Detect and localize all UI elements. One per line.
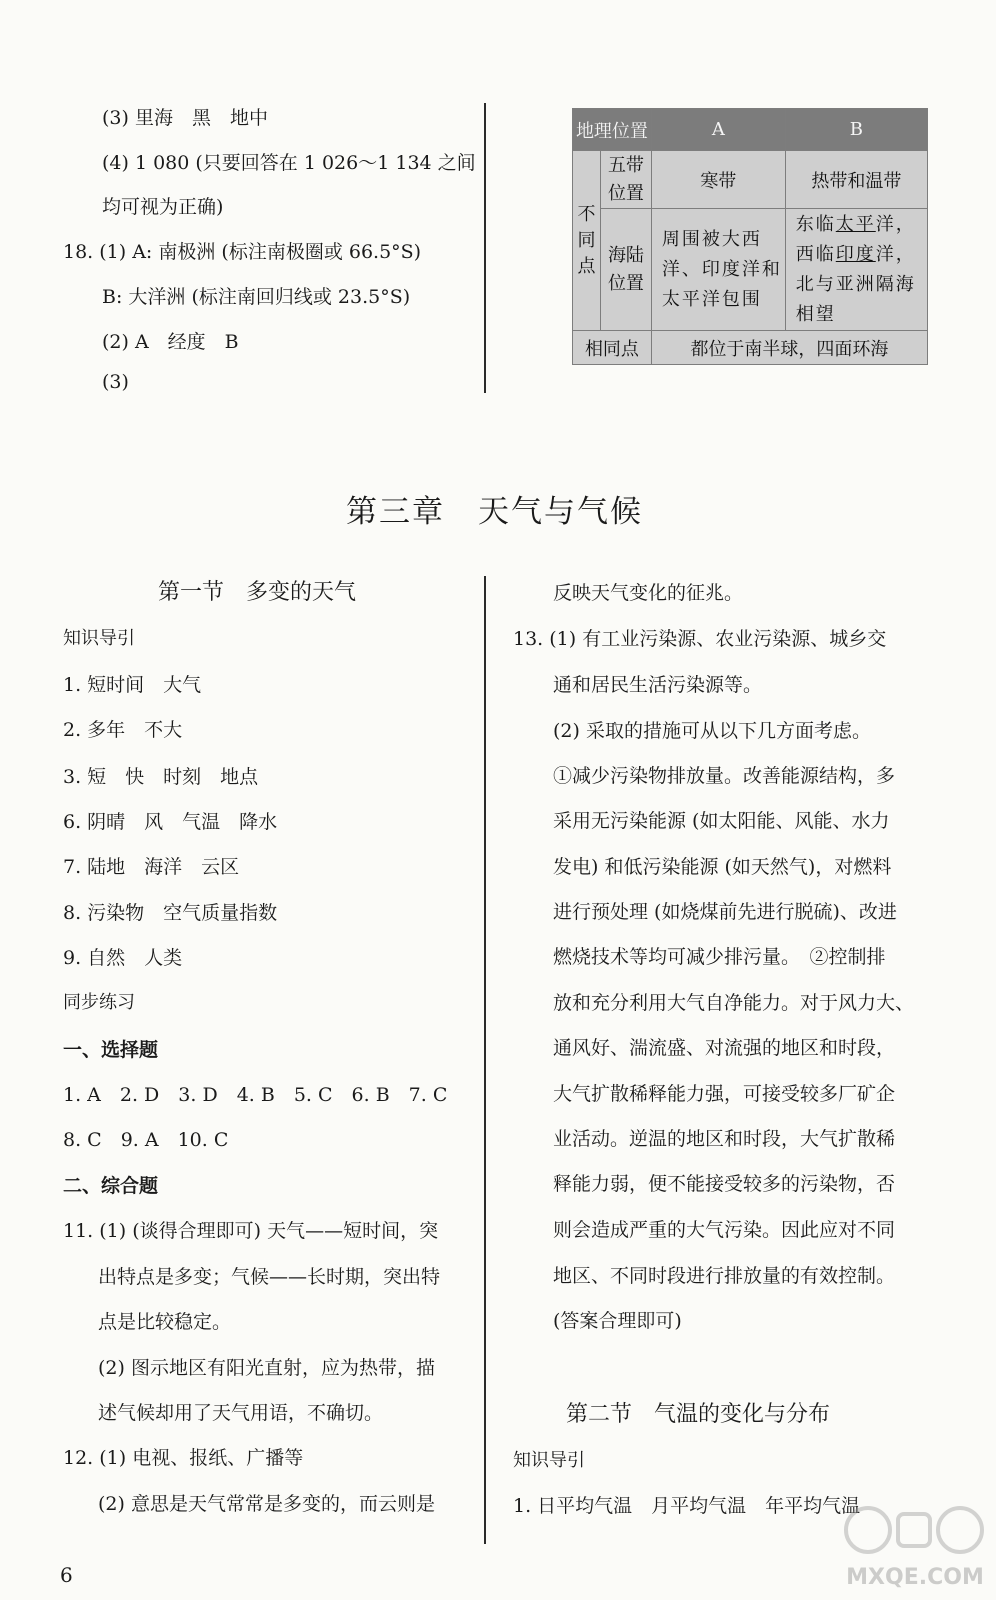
- answer-line: 13. (1) 有工业污染源、农业污染源、城乡交: [513, 628, 887, 650]
- answer-line: 燃烧技术等均可减少排污量。 ②控制排: [553, 946, 886, 968]
- answer-line: 7. 陆地 海洋 云区: [63, 856, 240, 878]
- answer-line: 3. 短 快 时刻 地点: [63, 766, 259, 788]
- same-value: 都位于南半球，四面环海: [651, 331, 927, 365]
- svg-text:MXQE.COM: MXQE.COM: [846, 1565, 984, 1590]
- cell-zone-a: 寒带: [651, 151, 785, 209]
- row-label-zone: 五带位置: [601, 151, 652, 209]
- answer-line: 地区、不同时段进行排放量的有效控制。: [553, 1265, 896, 1287]
- answer-line: 1. 日平均气温 月平均气温 年平均气温: [513, 1495, 861, 1517]
- answer-line: 9. 自然 人类: [63, 947, 183, 969]
- table-header-a: A: [651, 109, 785, 151]
- answer-line: 8. 污染物 空气质量指数: [63, 902, 278, 924]
- cell-zone-b: 热带和温带: [785, 151, 927, 209]
- geo-comparison-table: [572, 108, 928, 365]
- page-number: 6: [60, 1563, 73, 1587]
- answer-line: (3): [102, 371, 129, 393]
- answer-line: 均可视为正确): [102, 196, 224, 218]
- answer-line: 发电) 和低污染能源 (如天然气)，对燃料: [553, 856, 892, 878]
- answer-line: 则会造成严重的大气污染。因此应对不同: [553, 1219, 896, 1241]
- answer-line: 放和充分利用大气自净能力。对于风力大、: [553, 992, 915, 1014]
- watermark-logo: [840, 1500, 990, 1592]
- answer-line: (4) 1 080 (只要回答在 1 026～1 134 之间: [102, 152, 476, 174]
- column-divider-bottom: [484, 576, 486, 1544]
- answer-line: (2) 采取的措施可从以下几方面考虑。: [553, 720, 871, 742]
- row-label-land-sea: 海陆位置: [601, 209, 652, 331]
- answer-line: 12. (1) 电视、报纸、广播等: [63, 1447, 304, 1469]
- answer-line: 8. C 9. A 10. C: [63, 1129, 229, 1151]
- subheading: 二、综合题: [63, 1175, 159, 1197]
- answer-line: 点是比较稳定。: [98, 1311, 232, 1333]
- answer-line: 1. 短时间 大气: [63, 674, 202, 696]
- answer-line: 通风好、湍流盛、对流强的地区和时段，: [553, 1037, 896, 1059]
- answer-line: 释能力弱，便不能接受较多的污染物，否: [553, 1173, 896, 1195]
- answer-line: 通和居民生活污染源等。: [553, 674, 763, 696]
- answer-line: B: 大洋洲 (标注南回归线或 23.5°S): [102, 286, 411, 308]
- same-label: 相同点: [573, 331, 652, 365]
- answer-line: 出特点是多变；气候——长时期，突出特: [98, 1266, 441, 1288]
- subheading: 同步练习: [63, 992, 135, 1013]
- answer-line: 大气扩散稀释能力强，可接受较多厂矿企: [553, 1083, 896, 1105]
- answer-line: 6. 阴晴 风 气温 降水: [63, 811, 278, 833]
- answer-line: 进行预处理 (如烧煤前先进行脱硫)、改进: [553, 901, 897, 923]
- answer-line: 业活动。逆温的地区和时段，大气扩散稀: [553, 1128, 896, 1150]
- answer-line: 1. A 2. D 3. D 4. B 5. C 6. B 7. C: [63, 1084, 448, 1106]
- column-divider-top: [484, 103, 486, 393]
- answer-line: ①减少污染物排放量。改善能源结构，多: [553, 765, 896, 787]
- section-title: 第一节 多变的天气: [158, 580, 357, 605]
- answer-line: 2. 多年 不大: [63, 719, 183, 741]
- subheading: 知识导引: [63, 628, 135, 649]
- subheading: 知识导引: [513, 1450, 585, 1471]
- answer-line: (2) 意思是天气常常是多变的，而云则是: [98, 1493, 435, 1515]
- subheading: 一、选择题: [63, 1039, 159, 1061]
- answer-line: (3) 里海 黑 地中: [102, 107, 268, 129]
- answer-line: 述气候却用了天气用语，不确切。: [98, 1402, 384, 1424]
- answer-line: (答案合理即可): [553, 1310, 682, 1332]
- answer-line: (2) A 经度 B: [102, 331, 239, 353]
- answer-line: 18. (1) A: 南极洲 (标注南极圈或 66.5°S): [63, 241, 422, 263]
- cell-land-sea-a: 周围被大西洋、印度洋和太平洋包围: [651, 209, 785, 331]
- answer-line: 11. (1) (谈得合理即可) 天气——短时间，突: [63, 1220, 439, 1242]
- table-header-label: 地理位置: [573, 109, 652, 151]
- diff-label: 不同点: [573, 151, 601, 331]
- table-header-b: B: [785, 109, 927, 151]
- answer-line: 采用无污染能源 (如太阳能、风能、水力: [553, 810, 890, 832]
- cell-land-sea-b: 东临太平洋，西临印度洋，北与亚洲隔海相望: [785, 209, 927, 331]
- section-title: 第二节 气温的变化与分布: [566, 1402, 831, 1427]
- answer-line: (2) 图示地区有阳光直射，应为热带，描: [98, 1357, 435, 1379]
- chapter-title: 第三章 天气与气候: [346, 494, 643, 530]
- answer-line: 反映天气变化的征兆。: [553, 582, 744, 604]
